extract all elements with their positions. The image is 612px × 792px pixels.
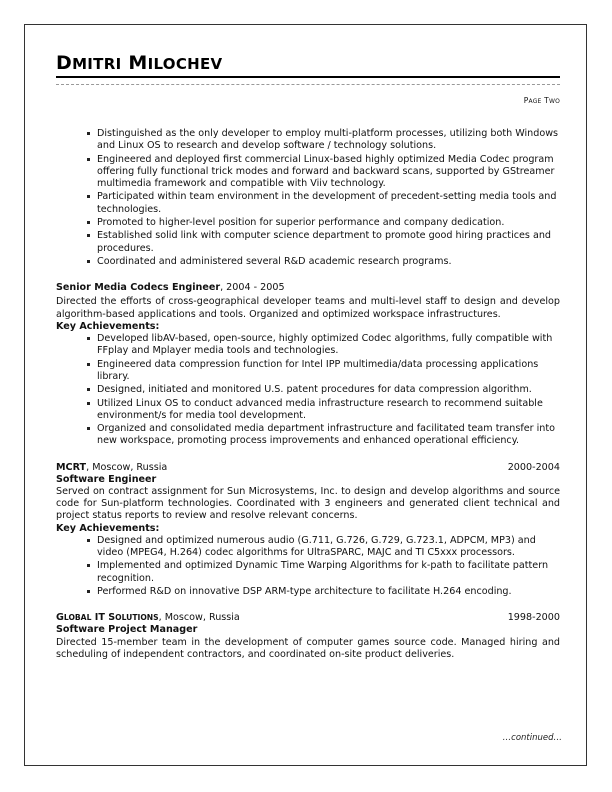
page-number-label: PAGE TWO [523,96,560,105]
senior-role-section [56,282,560,447]
achievements-heading: Key Achievements: [56,320,160,332]
intro-bullet-list [56,128,560,268]
bullet-item: Implemented and optimized Dynamic Time Warping Algorithms for k-path to facilitate pattern recognition. [56,560,560,584]
company-name: MCRT [56,461,87,473]
bullet-item: Organized and consolidated media department infrastructure and facilitated team transfer into new workspace, promoting process improvements and enhanced operational efficiency. [56,423,560,447]
header-dotted-rule [56,84,560,85]
employment-dates: 2000-2004 [507,461,560,473]
achievement-list [56,535,560,598]
company-location: , Moscow, Russia [86,461,168,473]
mcrt-section [56,462,560,599]
achievements-heading: Key Achievements: [56,522,160,534]
name-rest: MITRI [72,55,122,73]
job-description: Directed the efforts of cross-geographical developer teams and multi-level staff to design and develop algorithm-based applications and tools. Organized and optimized workspace infrastructures. [56,296,560,320]
bullet-item: Engineered and deployed first commercial Linux-based highly optimized Media Codec program offering fully functional trick modes and forward and backward scans, supported by GStreamer multimedia framework and compatible with Viiv technology. [56,154,560,191]
job-dates: , 2004 - 2005 [220,282,285,294]
header-rule [56,76,560,78]
bullet-item: Designed and optimized numerous audio (G.711, G.726, G.729, G.723.1, ADPCM, MP3) and video (MPEG4, H.264) codec algorithms for UltraSPARC, MAJC and TI C5xxx processors. [56,535,560,559]
candidate-name [56,52,222,74]
resume-body [56,128,560,661]
job-title: Software Engineer [56,473,157,485]
name-initial: M [128,52,148,74]
bullet-item: Utilized Linux OS to conduct advanced media infrastructure research to recommend suitable environment/s for media tool development. [56,398,560,422]
employer-heading [56,462,560,474]
continued-note: …continued… [502,733,562,743]
bullet-item: Designed, initiated and monitored U.S. patent procedures for data compression algorithm. [56,384,560,396]
company-name: GLOBAL IT SOLUTIONS [56,612,159,624]
name-rest: ILOCHEV [147,55,223,73]
employment-dates: 1998-2000 [507,612,560,624]
bullet-item: Developed libAV-based, open-source, highly optimized Codec algorithms, fully compatible with FFplay and Mplayer media tools and technologies. [56,333,560,357]
bullet-item: Engineered data compression function for Intel IPP multimedia/data processing applications library. [56,359,560,383]
bullet-item: Distinguished as the only developer to employ multi-platform processes, utilizing both Windows and Linux OS to research and develop software / technology solutions. [56,128,560,152]
bullet-item: Coordinated and administered several R&D academic research programs. [56,256,560,268]
bullet-item: Promoted to higher-level position for superior performance and company dedication. [56,217,560,229]
job-title: Software Project Manager [56,624,198,636]
global-it-section [56,612,560,661]
bullet-item: Participated within team environment in the development of precedent-setting media tools and technologies. [56,191,560,215]
achievement-list [56,333,560,448]
name-initial: D [56,52,73,74]
employer-heading [56,612,560,624]
job-description: Directed 15-member team in the development of computer games source code. Managed hiring and scheduling of independent contractors, and coordinated on-site product deliveries. [56,636,560,660]
job-title: Senior Media Codecs Engineer [56,282,221,294]
job-description: Served on contract assignment for Sun Microsystems, Inc. to design and develop algorithms and source code for Sun-platform technologies. Coordinated with 3 engineers and generated client technical and project status reports to review and resolve relevant concerns. [56,485,560,522]
bullet-item: Established solid link with computer science department to promote good hiring practices and procedures. [56,230,560,254]
job-heading [56,282,560,294]
bullet-item: Performed R&D on innovative DSP ARM-type architecture to facilitate H.264 encoding. [56,586,560,598]
company-location: , Moscow, Russia [158,612,240,624]
